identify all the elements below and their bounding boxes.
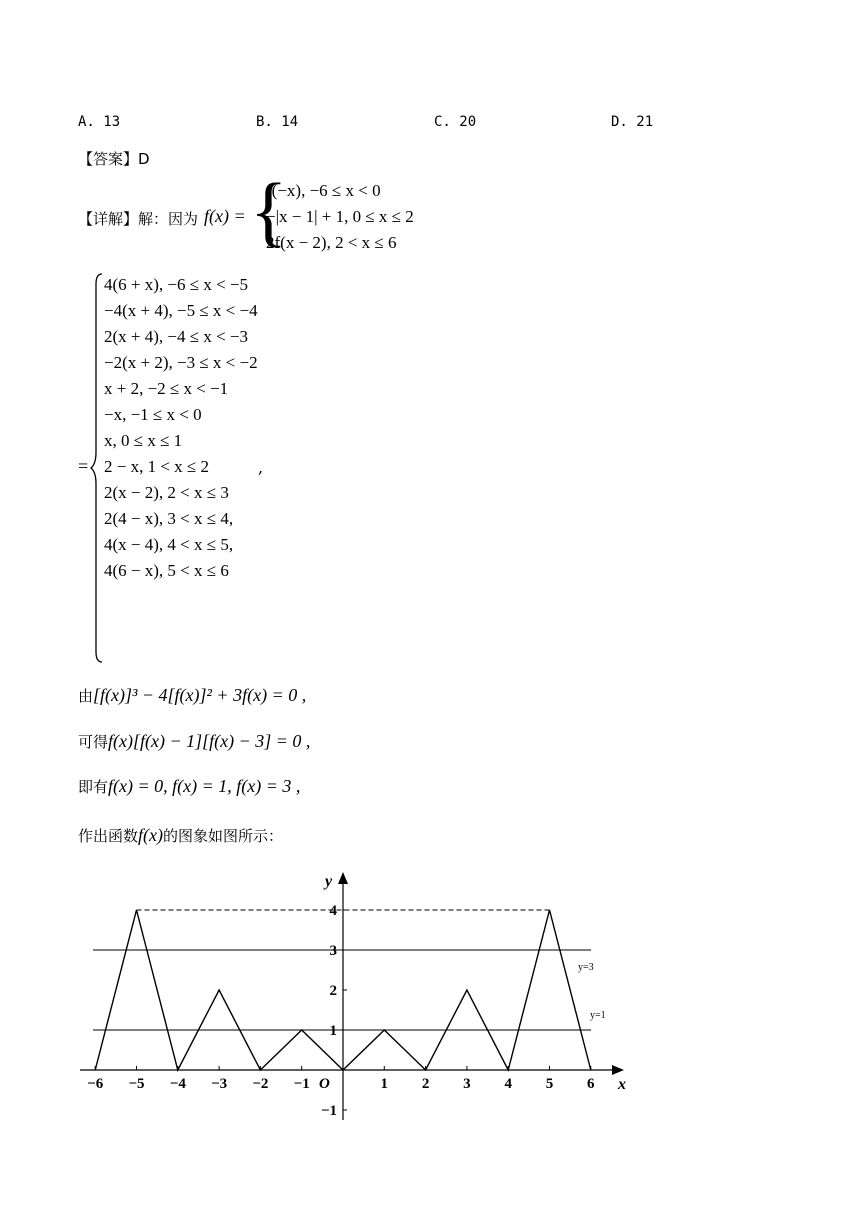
expanded-case-10: 2(4 − x), 3 < x ≤ 4, [104,509,234,528]
x-tick-label: −6 [87,1076,104,1092]
x-tick-label: −3 [211,1076,228,1092]
answer-value: D [138,150,150,168]
y-axis-label: y [325,873,333,890]
expanded-case-3: 2(x + 4), −4 ≤ x < −3 [104,327,249,346]
detail-label: 【详解】 [78,210,139,228]
x-tick-label: −5 [128,1076,145,1092]
expanded-case-12: 4(6 − x), 5 < x ≤ 6 [104,561,229,580]
expanded-eq: = [78,456,89,476]
hline-label-3: y=3 [578,962,594,973]
x-tick-label: 3 [463,1076,471,1092]
x-tick-label: 1 [380,1076,389,1092]
option-d: D. 21 [611,114,654,130]
detail-lhs: f(x) = [204,206,246,226]
detail-intro: 解：因为 [138,210,199,228]
x-tick-label: −2 [252,1076,269,1092]
x-tick-label: 2 [421,1076,430,1092]
x-tick-label: 5 [545,1076,554,1092]
y-tick-label: 1 [329,1023,337,1039]
option-a: A. 13 [78,114,121,130]
expanded-case-9: 2(x − 2), 2 < x ≤ 3 [104,483,229,502]
y-tick-label: 2 [329,983,337,999]
origin-label: O [319,1076,330,1092]
hline-label-1: y=1 [590,1010,606,1021]
expanded-case-1: 4(6 + x), −6 ≤ x < −5 [104,275,249,294]
expanded-case-5: x + 2, −2 ≤ x < −1 [104,379,229,398]
detail-brace: { [250,167,288,254]
expanded-case-7: x, 0 ≤ x ≤ 1 [104,431,183,450]
x-tick-label: −1 [293,1076,310,1092]
def-case-2: −|x − 1| + 1, 0 ≤ x ≤ 2 [266,207,414,226]
step-3: 即有f(x) = 0, f(x) = 1, f(x) = 3 , [78,776,301,796]
step-2: 可得f(x)[f(x) − 1][f(x) − 3] = 0 , [78,731,311,751]
x-tick-label: −4 [169,1076,186,1092]
step-4: 作出函数f(x)的图象如图所示： [78,825,284,845]
expanded-case-6: −x, −1 ≤ x < 0 [104,405,202,424]
option-c: C. 20 [434,114,477,130]
y-tick-label: −1 [320,1103,337,1119]
expanded-case-11: 4(x − 4), 4 < x ≤ 5, [104,535,234,554]
x-axis-label: x [618,1076,626,1093]
option-b: B. 14 [256,114,299,130]
x-axis-arrow [612,1065,624,1075]
def-case-3: 2f(x − 2), 2 < x ≤ 6 [266,233,397,252]
y-tick-label: 4 [329,903,337,919]
y-axis-arrow [338,872,348,884]
x-tick-label: 6 [587,1076,595,1092]
step-1: 由[f(x)]³ − 4[f(x)]² + 3f(x) = 0 , [78,685,307,705]
x-tick-label: 4 [504,1076,512,1092]
y-tick-label: 3 [329,943,337,959]
expanded-trail: , [258,458,264,477]
expanded-case-8: 2 − x, 1 < x ≤ 2 [104,457,210,476]
answer-label: 【答案】 [78,150,139,168]
expanded-case-4: −2(x + 2), −3 ≤ x < −2 [104,353,258,372]
expanded-case-2: −4(x + 4), −5 ≤ x < −4 [104,301,258,320]
def-case-1: f(−x), −6 ≤ x < 0 [266,181,381,200]
